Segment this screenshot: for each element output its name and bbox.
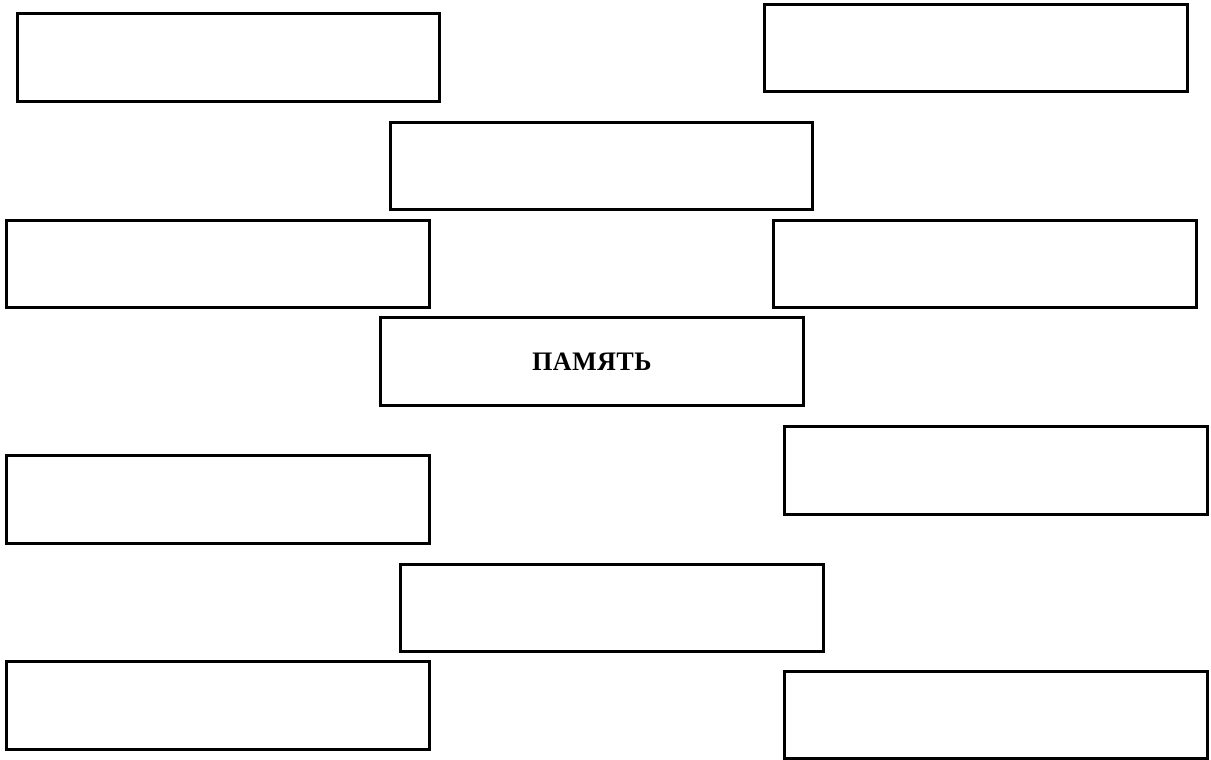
empty-box (763, 3, 1189, 93)
empty-box (783, 670, 1209, 760)
empty-box (16, 12, 441, 103)
center-label: ПАМЯТЬ (532, 346, 652, 376)
empty-box (5, 660, 431, 751)
empty-box (772, 219, 1198, 309)
empty-box (399, 563, 825, 653)
empty-box (389, 121, 814, 211)
empty-box (5, 219, 431, 309)
empty-box (5, 454, 431, 545)
empty-box (783, 425, 1209, 516)
center-box (379, 316, 805, 407)
